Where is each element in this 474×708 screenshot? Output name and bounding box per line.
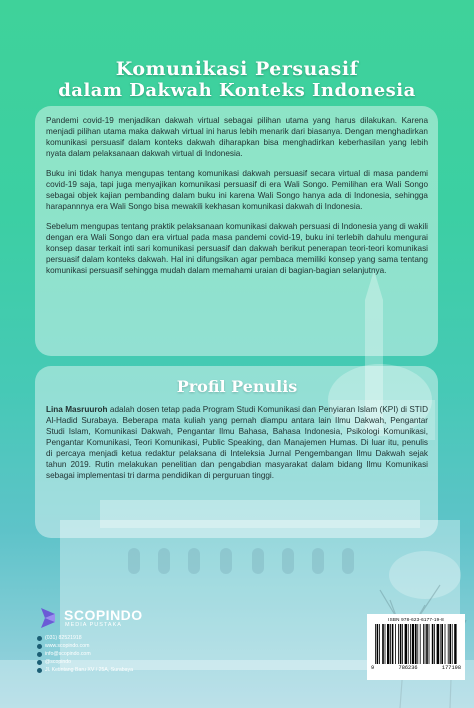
barcode-bar [415,624,417,664]
contact-website [37,642,207,650]
synopsis-paragraph-1: Pandemi covid-19 menjadikan dakwah virtual sebagai pilihan utama yang harus dilakukan. Karena menjadi pilihan utama maka dakwah virtual ini harus lebih menarik dari biasanya. Dengan menghadirkan komunikasi persuasif dalam konteks dakwah diharapkan bisa menghadirkan keberhasilan yang lebih nyata dalam pelaksanaan dakwah virtual di Indonesia. [46,116,428,158]
barcode-bar [402,624,403,664]
synopsis-paragraph-2: Buku ini tidak hanya mengupas tentang komunikasi dakwah persuasif secara virtual di masa pandemi covid-19 saja, tapi juga menyajikan komunikasi persuasif di era Wali Songo. Pemilihan era Wali Songo sebagai objek kajian pembanding dalam buku ini karena Wali Songo hanya ada di Indonesia, sehingga harapannnya era Wali Songo bisa mewakili kekhasan komunikasi dakwah di Indonesia. [46,169,428,211]
barcode-bar [449,624,451,664]
barcode-bar [405,624,407,664]
isbn-barcode-box [367,614,465,680]
barcode-bar [382,624,384,664]
contact-social [37,658,207,666]
contact-address [37,666,207,674]
contact-website-text: www.scopindo.com [45,643,90,649]
barcode-bar [432,624,434,664]
author-bio [46,404,428,481]
barcode-bar [410,624,411,664]
book-title-line1: Komunikasi Persuasif [115,58,359,80]
barcode-bar [392,624,394,664]
email-icon [37,652,42,657]
barcode-bar [387,624,389,664]
location-icon [37,668,42,673]
barcode-bar [417,624,418,664]
contact-social-text: @scopindo [45,659,72,665]
barcode-bar [395,624,396,664]
barcode-digit-group1: 786236 [398,665,418,671]
author-name: Lina Masruuroh [46,405,108,414]
barcode-bar [425,624,426,664]
publisher-name: SCOPINDO [64,607,143,623]
barcode-bar [441,624,443,664]
barcode-bar [398,624,399,664]
profile-heading: Profil Penulis [176,377,298,396]
globe-icon [37,644,42,649]
barcode-bar [445,624,446,664]
scopindo-logo-icon [37,606,59,630]
barcode-bar [448,624,449,664]
contact-phone [37,634,207,642]
barcode-bar [454,624,456,664]
synopsis-panel [35,106,438,356]
barcode-bar [400,624,402,664]
contact-phone-text: (031) 82521918 [45,635,82,641]
publisher-subtitle: MEDIA PUSTAKA [65,622,122,628]
barcode-bar [377,624,379,664]
synopsis-paragraph-3: Sebelum mengupas tentang praktik pelaksanaan komunikasi dakwah persuasi di Indonesia yang di wakili dengan era Wali Songo dan era virtual pada masa pandemi covid-19, buku ini terlebih dahulu mengurai konsep dasar terkait inti sari komunikasi persuasif dan dakwah berikut penerapan teori-teori komunikasi persuasif dalam konteks dakwah. Hal ini difungsikan agar pembaca memiliki konsep yang sama tentang komunikasi persuasif sehingga mudah dalam memahami uraian di bagian-bagian selanjutnya. [46,222,428,275]
isbn-number: ISBN 978-623-6177-19-8 [388,617,444,622]
author-profile-panel [35,366,438,538]
contact-email [37,650,207,658]
barcode-bar [429,624,430,664]
contact-address-text: Jl. Ketintang Baru XV / 25A, Surabaya [45,667,133,673]
barcode-graphic [373,624,459,664]
barcode-bar [420,624,421,664]
author-bio-text: adalah dosen tetap pada Program Studi Komunikasi dan Penyiaran Islam (KPI) di STID Al-Hadid Surabaya. Beberapa mata kuliah yang pernah diampu antara lain Ilmu Dakwah, Pengantar Studi Islam, Komunikasi Dakwah, Pengantar Ilmu Bahasa, Bahasa Indonesia, Psikologi Komunikasi, Pengantar Komunikasi, Teori Komunikasi, Public Speaking, dan Manajemen Humas. Di luar itu, penulis di percaya menjadi ketua redaktur pelaksana di Inteleksia Jurnal Pengembangan Ilmu Dakwah sejak tahun 2019. Rutin melakukan penelitian dan pengabdian masyarakat dalam bidang Ilmu Komunikasi sebagai implementasi tri darma pendidikan di perguruan tinggi. [46,405,428,480]
phone-icon [37,636,42,641]
barcode-bar [440,624,441,664]
barcode-bar [390,624,391,664]
barcode-bar [385,624,386,664]
barcode-bar [412,624,414,664]
book-title-line2: dalam Dakwah Konteks Indonesia [58,80,416,101]
publisher-logo [37,606,207,630]
instagram-icon [37,660,42,665]
barcode-bar [408,624,409,664]
publisher-block [37,606,207,674]
barcode-digits [371,665,461,671]
barcode-bar [379,624,380,664]
contact-email-text: info@scopindo.com [45,651,91,657]
barcode-bar [423,624,424,664]
barcode-digit-first: 9 [371,665,375,671]
barcode-bar [426,624,428,664]
barcode-bar [437,624,439,664]
publisher-contacts [37,634,207,674]
barcode-bar [375,624,376,664]
barcode-digit-group2: 177198 [441,665,461,671]
barcode-bar [452,624,453,664]
barcode-bar [434,624,435,664]
